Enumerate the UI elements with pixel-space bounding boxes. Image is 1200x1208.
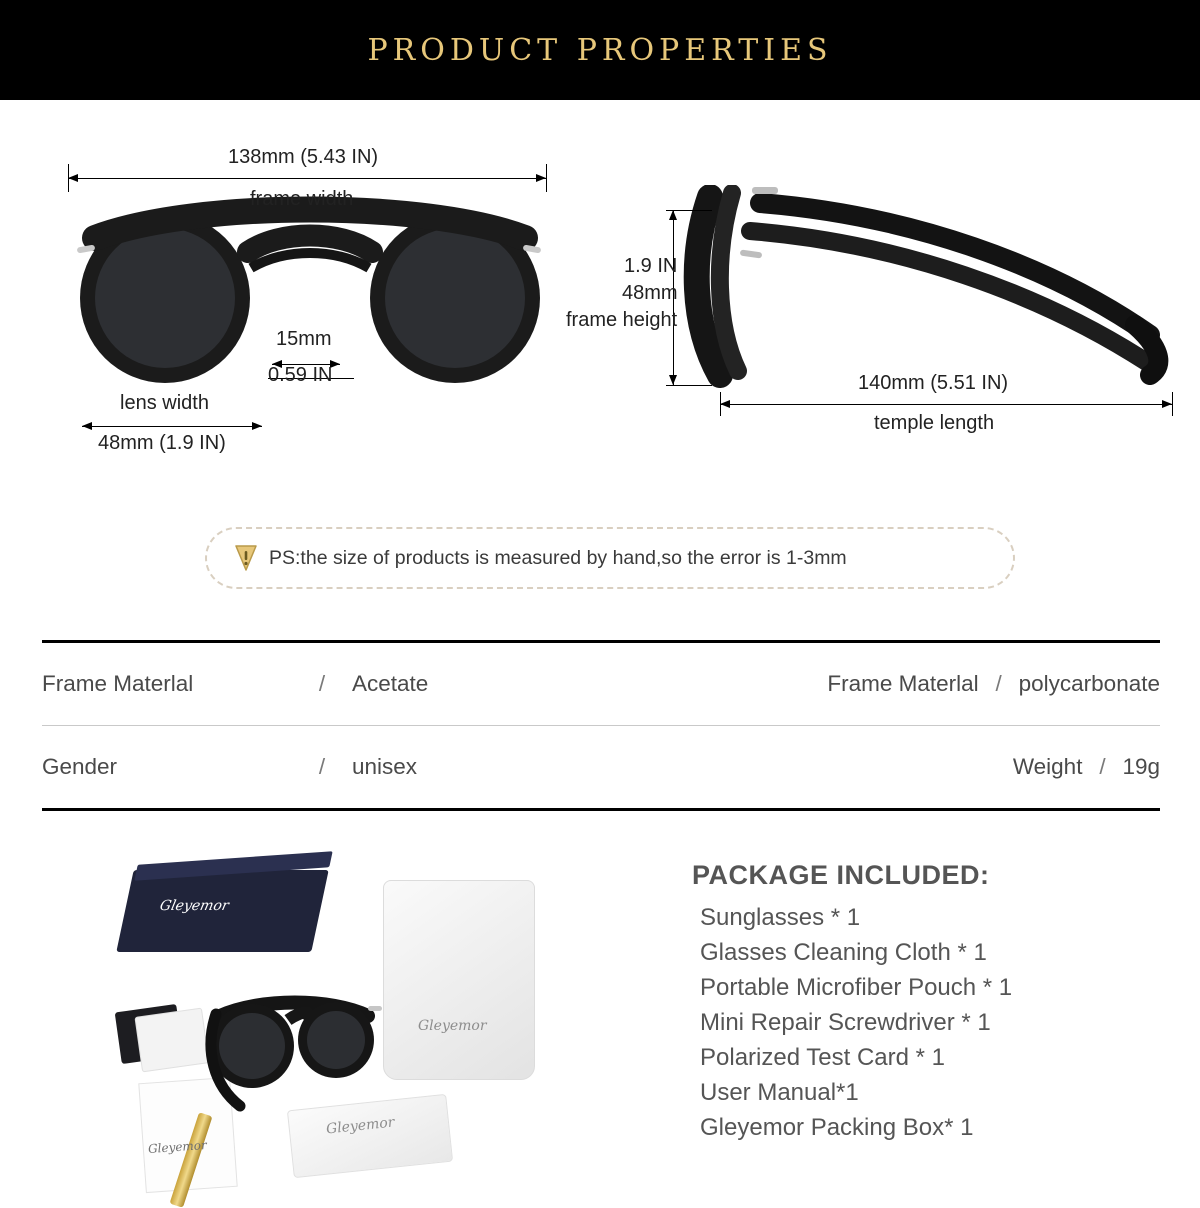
list-item: Glasses Cleaning Cloth * 1 bbox=[700, 939, 987, 966]
info-card bbox=[134, 1008, 209, 1073]
cloth-brand-label: Gleyemor bbox=[325, 1114, 396, 1138]
specification-table bbox=[42, 640, 1160, 811]
box-brand-label: Gleyemor bbox=[158, 898, 231, 914]
page-title: PRODUCT PROPERTIES bbox=[367, 32, 833, 68]
pouch-brand-label: Gleyemor bbox=[418, 1018, 487, 1034]
list-item: Mini Repair Screwdriver * 1 bbox=[700, 1009, 991, 1036]
spec-cell-left bbox=[42, 671, 601, 697]
spec-cell-right bbox=[601, 754, 1160, 780]
frame-width-label: frame width bbox=[250, 188, 354, 210]
package-included-title: PACKAGE INCLUDED: bbox=[692, 860, 990, 890]
spec-cell-right bbox=[601, 671, 1160, 697]
lens-width-value: 48mm (1.9 IN) bbox=[98, 432, 226, 454]
sunglasses-product bbox=[200, 990, 385, 1125]
manual-brand-label: Gleyemor bbox=[147, 1137, 208, 1157]
bridge-width-mm: 15mm bbox=[276, 328, 332, 350]
frame-width-tick-right bbox=[546, 164, 547, 192]
list-item: Sunglasses * 1 bbox=[700, 904, 861, 931]
list-item: Gleyemor Packing Box* 1 bbox=[700, 1114, 974, 1141]
frame-width-tick-left bbox=[68, 164, 69, 192]
table-row bbox=[42, 726, 1160, 808]
temple-length-tick-right bbox=[1172, 392, 1173, 416]
frame-height-tick-bottom bbox=[666, 385, 712, 386]
spec-value: Acetate bbox=[352, 671, 429, 696]
frame-width-value: 138mm (5.43 IN) bbox=[228, 146, 379, 168]
bridge-width-in: 0.59 IN bbox=[268, 364, 333, 386]
spec-key: Frame Materlal bbox=[42, 671, 194, 696]
spec-key: Frame Materlal bbox=[827, 671, 979, 696]
frame-width-arrow bbox=[68, 178, 546, 179]
temple-length-label: temple length bbox=[874, 412, 995, 434]
spec-separator: / bbox=[1099, 754, 1106, 779]
table-bottom-rule bbox=[42, 808, 1160, 811]
spec-separator: / bbox=[318, 671, 326, 696]
temple-length-arrow bbox=[720, 404, 1172, 405]
spec-key: Weight bbox=[1012, 754, 1083, 779]
spec-value: unisex bbox=[352, 754, 418, 779]
list-item: User Manual*1 bbox=[700, 1079, 859, 1106]
list-item: Portable Microfiber Pouch * 1 bbox=[700, 974, 1013, 1001]
spec-key: Gender bbox=[42, 754, 118, 779]
package-section bbox=[0, 820, 1200, 1188]
warning-icon bbox=[233, 543, 259, 573]
package-included-list bbox=[700, 900, 1012, 1145]
package-photo bbox=[100, 840, 680, 1180]
list-item: Polarized Test Card * 1 bbox=[700, 1044, 946, 1071]
spec-value: polycarbonate bbox=[1018, 671, 1160, 696]
spec-separator: / bbox=[318, 754, 326, 779]
lens-width-arrow bbox=[82, 426, 262, 427]
table-row bbox=[42, 643, 1160, 725]
temple-length-value: 140mm (5.51 IN) bbox=[858, 372, 1009, 394]
microfiber-pouch bbox=[383, 880, 535, 1080]
measurement-note bbox=[205, 527, 1015, 589]
spec-value: 19g bbox=[1122, 754, 1160, 779]
frame-height-mm: 48mm bbox=[622, 282, 678, 304]
frame-height-in: 1.9 IN bbox=[624, 255, 678, 277]
frame-height-tick-top bbox=[666, 210, 712, 211]
spec-cell-left bbox=[42, 754, 601, 780]
header-banner bbox=[0, 0, 1200, 100]
spec-separator: / bbox=[995, 671, 1002, 696]
temple-length-tick-left bbox=[720, 392, 721, 416]
frame-height-label: frame height bbox=[566, 309, 678, 331]
measurement-note-text: PS:the size of products is measured by hand,so the error is 1-3mm bbox=[269, 546, 847, 569]
lens-width-label: lens width bbox=[120, 392, 209, 414]
